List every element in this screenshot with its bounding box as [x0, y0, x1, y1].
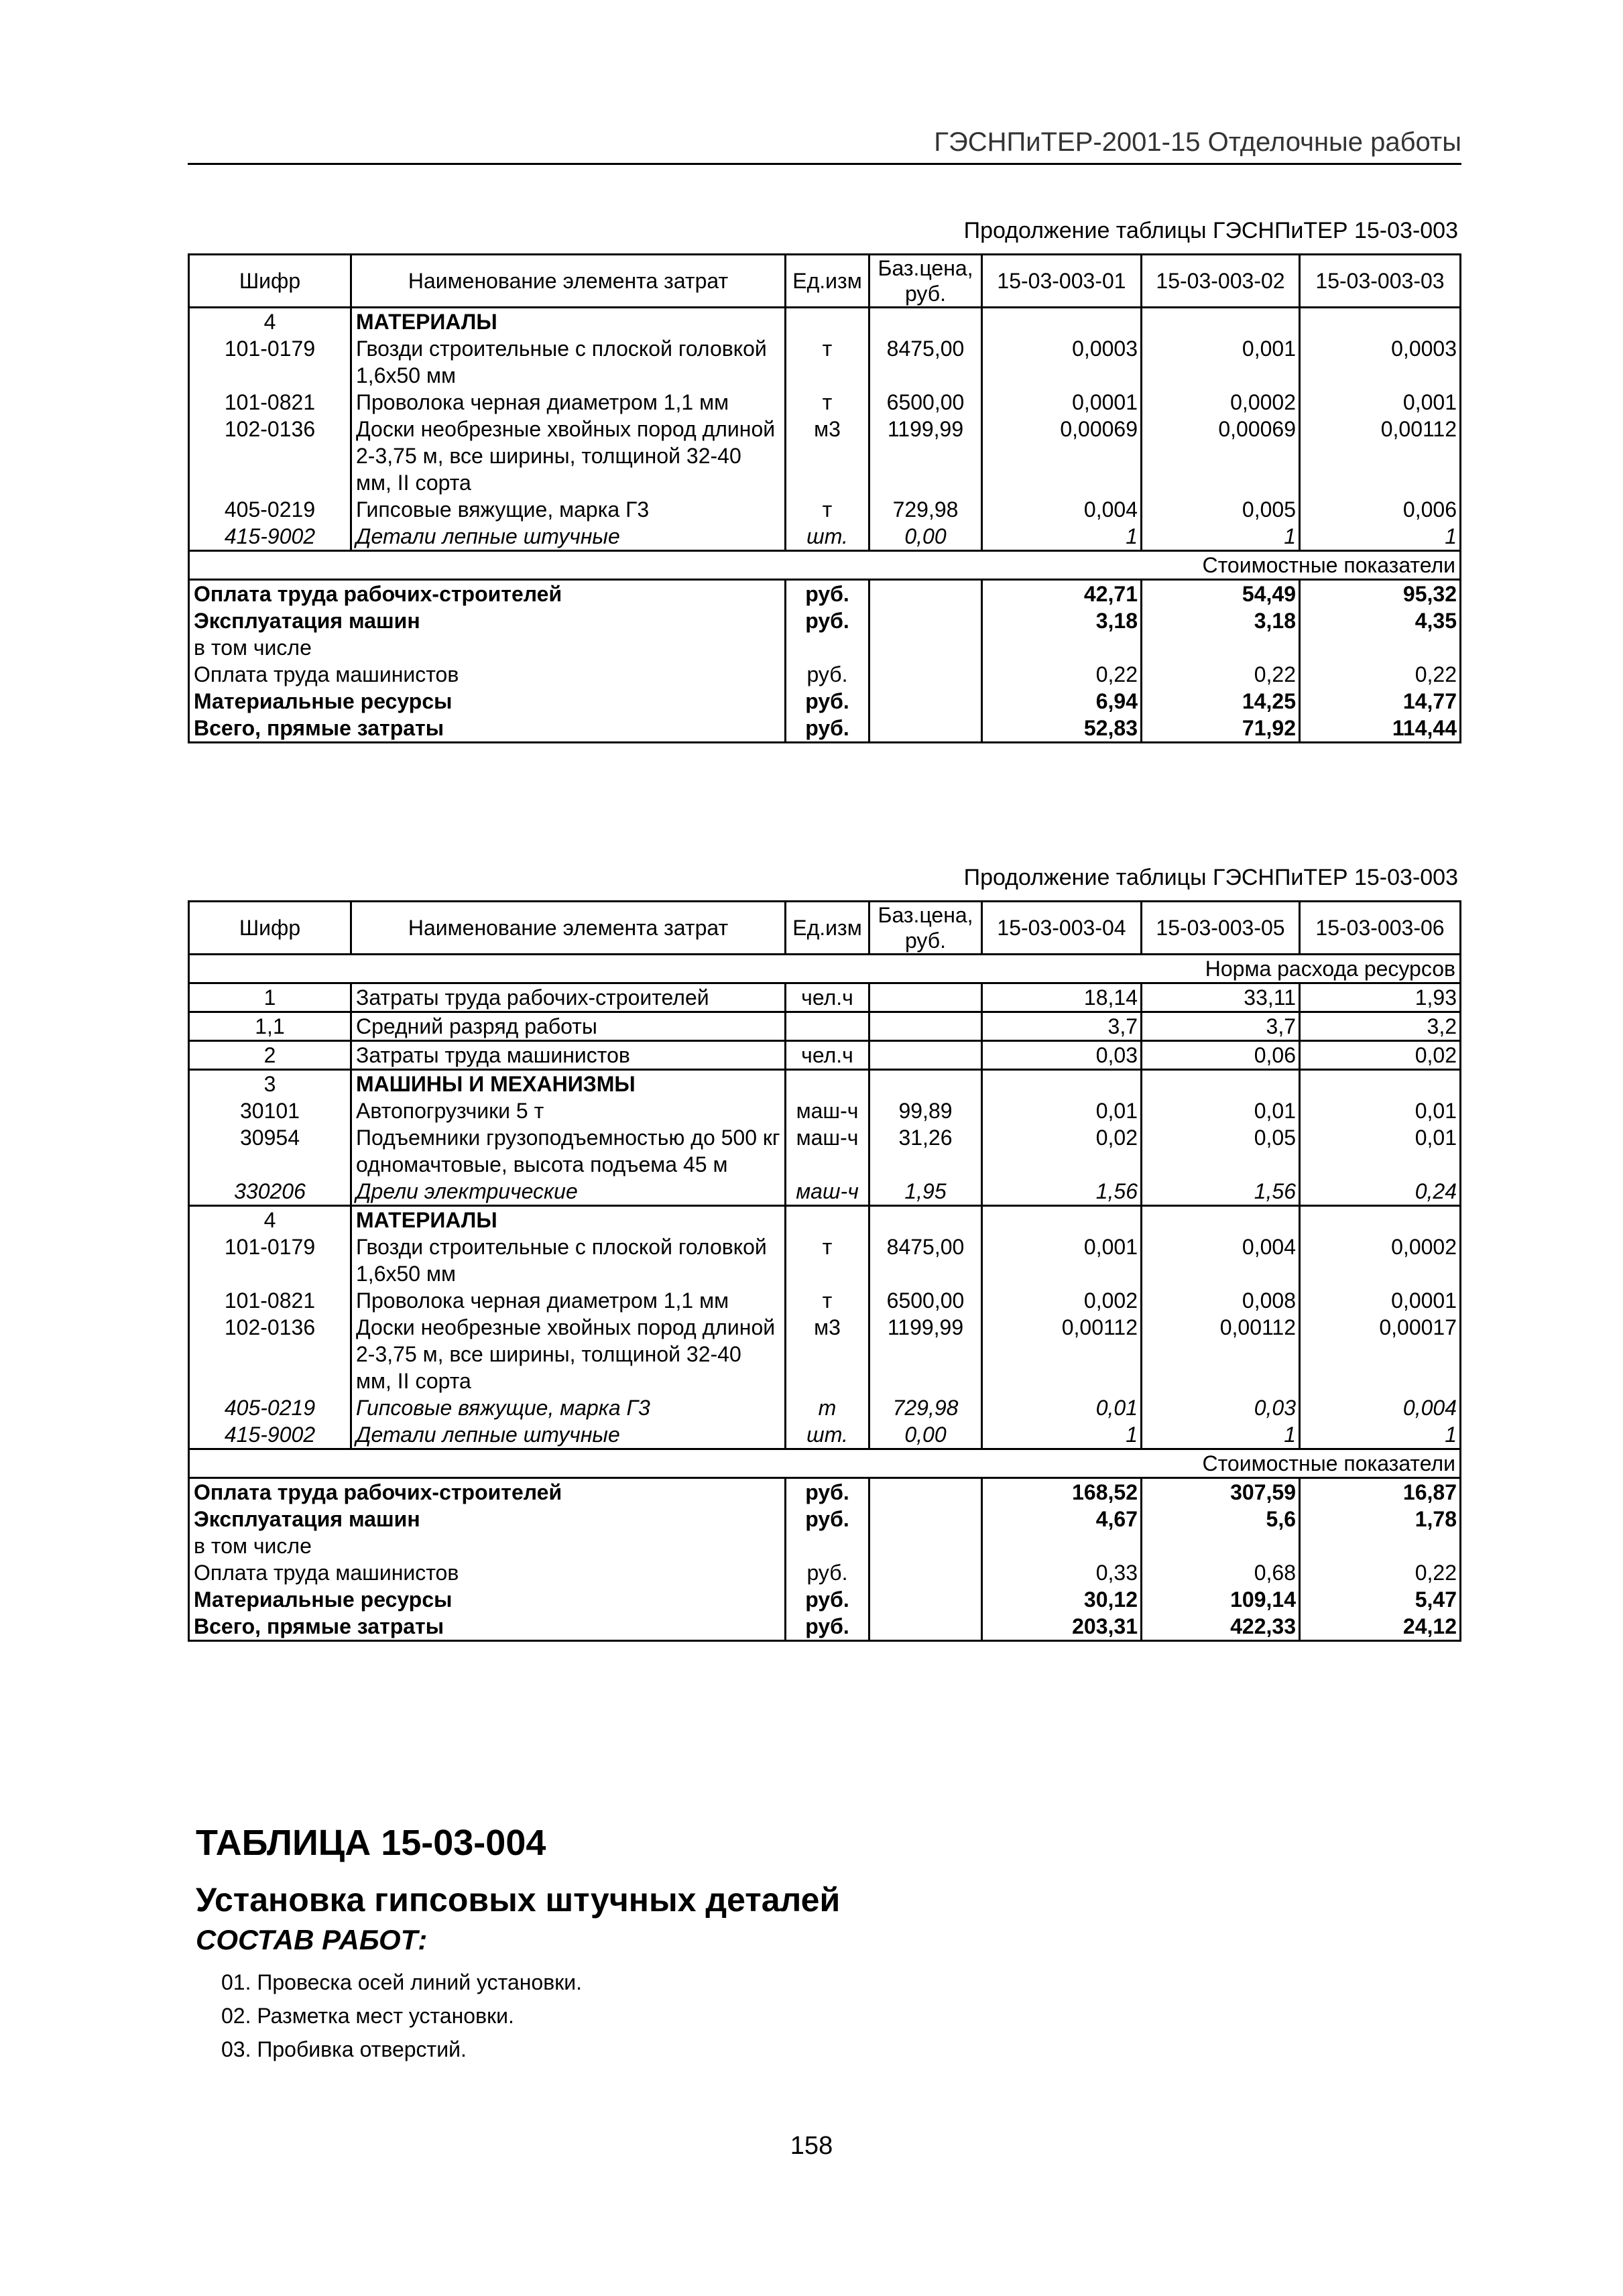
name-cell: Дрели электрические — [351, 1178, 786, 1206]
code-cell: 405-0219 — [189, 1394, 351, 1421]
value-cell: 1,56 — [1142, 1178, 1300, 1206]
resource-table-1 — [188, 253, 1461, 743]
value-cell: 0,03 — [1142, 1394, 1300, 1421]
value-cell: 0,02 — [1300, 1041, 1461, 1070]
total-row — [189, 688, 1461, 715]
value-cell: 0,22 — [982, 661, 1142, 688]
header-price: Баз.цена, руб. — [869, 902, 982, 955]
price-cell: 729,98 — [869, 496, 982, 523]
price-cell: 8475,00 — [869, 1233, 982, 1287]
table-row — [189, 523, 1461, 551]
value-cell: 1,56 — [982, 1178, 1142, 1206]
unit-cell — [786, 1532, 869, 1559]
total-label: Материальные ресурсы — [189, 1586, 786, 1613]
value-cell: 1 — [1142, 523, 1300, 551]
value-cell: 307,59 — [1142, 1478, 1300, 1506]
value-cell: 0,001 — [1300, 389, 1461, 416]
code-cell: 330206 — [189, 1178, 351, 1206]
value-cell: 3,18 — [982, 607, 1142, 634]
price-cell: 6500,00 — [869, 1287, 982, 1314]
value-cell: 0,001 — [1142, 335, 1300, 389]
header-price: Баз.цена, руб. — [869, 255, 982, 308]
code-cell: 415-9002 — [189, 523, 351, 551]
name-cell: Доски необрезные хвойных пород длиной 2-3,75 м, все ширины, толщиной 32-40 мм, II сорта — [351, 1314, 786, 1394]
value-cell: 6,94 — [982, 688, 1142, 715]
name-cell: Доски необрезные хвойных пород длиной 2-3,75 м, все ширины, толщиной 32-40 мм, II сорта — [351, 416, 786, 496]
name-cell: Средний разряд работы — [351, 1012, 786, 1041]
value-cell: 0,0003 — [1300, 335, 1461, 389]
total-row — [189, 1478, 1461, 1506]
code-cell: 1,1 — [189, 1012, 351, 1041]
header-code: Шифр — [189, 255, 351, 308]
unit-cell: т — [786, 1233, 869, 1287]
unit-cell: маш-ч — [786, 1124, 869, 1178]
total-row — [189, 1506, 1461, 1532]
unit-cell: руб. — [786, 1506, 869, 1532]
value-cell: 14,77 — [1300, 688, 1461, 715]
value-cell: 95,32 — [1300, 580, 1461, 608]
code-cell: 102-0136 — [189, 1314, 351, 1394]
value-cell: 114,44 — [1300, 715, 1461, 743]
unit-cell: руб. — [786, 607, 869, 634]
unit-cell: руб. — [786, 715, 869, 743]
unit-cell — [786, 1012, 869, 1041]
value-cell — [982, 1206, 1142, 1234]
header-col-6: 15-03-003-06 — [1300, 902, 1461, 955]
total-row — [189, 661, 1461, 688]
name-cell: Проволока черная диаметром 1,1 мм — [351, 1287, 786, 1314]
value-cell: 0,01 — [982, 1097, 1142, 1124]
name-cell: Гвозди строительные с плоской головкой 1,6х50 мм — [351, 1233, 786, 1287]
total-row — [189, 1559, 1461, 1586]
table-row — [189, 496, 1461, 523]
unit-cell: т — [786, 496, 869, 523]
value-cell: 0,01 — [1142, 1097, 1300, 1124]
unit-cell: руб. — [786, 1478, 869, 1506]
value-cell: 1 — [1300, 1421, 1461, 1449]
value-cell: 0,05 — [1142, 1124, 1300, 1178]
unit-cell: чел.ч — [786, 1041, 869, 1070]
value-cell — [1142, 634, 1300, 661]
value-cell: 109,14 — [1142, 1586, 1300, 1613]
table-row — [189, 1124, 1461, 1178]
unit-cell: руб. — [786, 580, 869, 608]
value-cell: 1,78 — [1300, 1506, 1461, 1532]
header-col-3: 15-03-003-03 — [1300, 255, 1461, 308]
work-list — [221, 1966, 582, 2066]
name-cell: Гипсовые вяжущие, марка Г3 — [351, 1394, 786, 1421]
value-cell: 0,03 — [982, 1041, 1142, 1070]
value-cell: 0,004 — [982, 496, 1142, 523]
value-cell: 0,68 — [1142, 1559, 1300, 1586]
name-cell: Гипсовые вяжущие, марка Г3 — [351, 496, 786, 523]
price-cell — [869, 1012, 982, 1041]
price-cell — [869, 1070, 982, 1098]
value-cell: 1 — [1300, 523, 1461, 551]
value-cell: 24,12 — [1300, 1613, 1461, 1641]
name-cell: МАШИНЫ И МЕХАНИЗМЫ — [351, 1070, 786, 1098]
unit-cell: шт. — [786, 1421, 869, 1449]
table2-body — [189, 983, 1461, 1449]
total-label: Оплата труда машинистов — [189, 661, 786, 688]
price-cell — [869, 688, 982, 715]
code-cell: 405-0219 — [189, 496, 351, 523]
name-cell: Затраты труда рабочих-строителей — [351, 983, 786, 1012]
name-cell: Гвозди строительные с плоской головкой 1,6х50 мм — [351, 335, 786, 389]
total-row — [189, 607, 1461, 634]
value-cell: 0,0001 — [1300, 1287, 1461, 1314]
value-cell: 0,01 — [982, 1394, 1142, 1421]
table-row — [189, 1287, 1461, 1314]
table-row — [189, 983, 1461, 1012]
value-cell — [1142, 1070, 1300, 1098]
price-cell: 1199,99 — [869, 1314, 982, 1394]
value-cell: 3,18 — [1142, 607, 1300, 634]
total-label: Эксплуатация машин — [189, 607, 786, 634]
price-cell: 99,89 — [869, 1097, 982, 1124]
value-cell: 0,06 — [1142, 1041, 1300, 1070]
price-cell — [869, 308, 982, 336]
code-cell: 101-0821 — [189, 389, 351, 416]
value-cell: 203,31 — [982, 1613, 1142, 1641]
table-row — [189, 1070, 1461, 1098]
table-row — [189, 335, 1461, 389]
unit-cell: руб. — [786, 1586, 869, 1613]
unit-cell: т — [786, 1287, 869, 1314]
name-cell: Детали лепные штучные — [351, 1421, 786, 1449]
total-label: Эксплуатация машин — [189, 1506, 786, 1532]
running-header: ГЭСНПиТЕР-2001-15 Отделочные работы — [188, 127, 1461, 165]
price-cell: 6500,00 — [869, 389, 982, 416]
code-cell: 3 — [189, 1070, 351, 1098]
price-cell — [869, 607, 982, 634]
table-row — [189, 1233, 1461, 1287]
value-cell: 71,92 — [1142, 715, 1300, 743]
unit-cell: м3 — [786, 1314, 869, 1394]
price-cell — [869, 1041, 982, 1070]
total-label: Оплата труда рабочих-строителей — [189, 580, 786, 608]
value-cell: 422,33 — [1142, 1613, 1300, 1641]
value-cell — [1142, 1532, 1300, 1559]
value-cell: 1 — [982, 1421, 1142, 1449]
price-cell — [869, 1506, 982, 1532]
total-label: Оплата труда рабочих-строителей — [189, 1478, 786, 1506]
value-cell: 3,2 — [1300, 1012, 1461, 1041]
value-cell: 3,7 — [982, 1012, 1142, 1041]
price-cell — [869, 1586, 982, 1613]
total-row — [189, 1613, 1461, 1641]
header-col-1: 15-03-003-01 — [982, 255, 1142, 308]
value-cell: 0,001 — [982, 1233, 1142, 1287]
code-cell: 102-0136 — [189, 416, 351, 496]
name-cell: Подъемники грузоподъемностью до 500 кг одномачтовые, высота подъема 45 м — [351, 1124, 786, 1178]
value-cell: 0,00112 — [1142, 1314, 1300, 1394]
unit-cell: маш-ч — [786, 1097, 869, 1124]
work-heading: СОСТАВ РАБОТ: — [196, 1924, 428, 1955]
subheader-cost: Стоимостные показатели — [189, 1449, 1461, 1478]
header-col-4: 15-03-003-04 — [982, 902, 1142, 955]
unit-cell: т — [786, 389, 869, 416]
page-number: 158 — [790, 2132, 833, 2160]
subheader-row — [189, 1449, 1461, 1478]
price-cell: 729,98 — [869, 1394, 982, 1421]
name-cell: Детали лепные штучные — [351, 523, 786, 551]
value-cell — [1300, 634, 1461, 661]
value-cell: 18,14 — [982, 983, 1142, 1012]
value-cell: 0,005 — [1142, 496, 1300, 523]
subheader-row — [189, 955, 1461, 983]
subheader-row — [189, 551, 1461, 580]
unit-cell: т — [786, 1394, 869, 1421]
code-cell: 415-9002 — [189, 1421, 351, 1449]
unit-cell: шт. — [786, 523, 869, 551]
value-cell: 4,67 — [982, 1506, 1142, 1532]
header-name: Наименование элемента затрат — [351, 255, 786, 308]
value-cell — [982, 1532, 1142, 1559]
total-label: в том числе — [189, 634, 786, 661]
section-title: ТАБЛИЦА 15-03-004 — [196, 1823, 546, 1863]
table-row — [189, 389, 1461, 416]
code-cell: 101-0179 — [189, 1233, 351, 1287]
price-cell: 1199,99 — [869, 416, 982, 496]
table-row — [189, 1206, 1461, 1234]
name-cell: Затраты труда машинистов — [351, 1041, 786, 1070]
value-cell: 0,004 — [1142, 1233, 1300, 1287]
header-unit: Ед.изм — [786, 255, 869, 308]
work-item: 03. Пробивка отверстий. — [221, 2037, 467, 2061]
value-cell: 0,01 — [1300, 1124, 1461, 1178]
price-cell: 8475,00 — [869, 335, 982, 389]
table-row — [189, 1421, 1461, 1449]
total-label: Всего, прямые затраты — [189, 1613, 786, 1641]
value-cell: 0,004 — [1300, 1394, 1461, 1421]
table-row — [189, 1041, 1461, 1070]
total-label: Всего, прямые затраты — [189, 715, 786, 743]
value-cell: 16,87 — [1300, 1478, 1461, 1506]
value-cell — [1300, 1532, 1461, 1559]
value-cell: 0,00069 — [982, 416, 1142, 496]
value-cell: 0,0003 — [982, 335, 1142, 389]
code-cell: 2 — [189, 1041, 351, 1070]
value-cell — [1142, 308, 1300, 336]
table-row — [189, 308, 1461, 336]
code-cell: 101-0179 — [189, 335, 351, 389]
value-cell: 0,0001 — [982, 389, 1142, 416]
value-cell: 0,24 — [1300, 1178, 1461, 1206]
price-cell: 0,00 — [869, 1421, 982, 1449]
table-row — [189, 1394, 1461, 1421]
table-header-row — [189, 902, 1461, 955]
value-cell: 0,006 — [1300, 496, 1461, 523]
value-cell: 5,6 — [1142, 1506, 1300, 1532]
total-label: в том числе — [189, 1532, 786, 1559]
total-row — [189, 580, 1461, 608]
unit-cell: м3 — [786, 416, 869, 496]
table1-body — [189, 308, 1461, 551]
value-cell — [1142, 1206, 1300, 1234]
total-row — [189, 715, 1461, 743]
value-cell: 0,0002 — [1142, 389, 1300, 416]
table-row — [189, 1178, 1461, 1206]
price-cell — [869, 1478, 982, 1506]
value-cell: 0,002 — [982, 1287, 1142, 1314]
value-cell: 0,33 — [982, 1559, 1142, 1586]
value-cell — [1300, 1206, 1461, 1234]
total-label: Материальные ресурсы — [189, 688, 786, 715]
price-cell — [869, 1613, 982, 1641]
code-cell: 1 — [189, 983, 351, 1012]
price-cell — [869, 1559, 982, 1586]
table-row — [189, 1314, 1461, 1394]
name-cell: Автопогрузчики 5 т — [351, 1097, 786, 1124]
work-item: 01. Провеска осей линий установки. — [221, 1970, 582, 1994]
value-cell: 30,12 — [982, 1586, 1142, 1613]
value-cell — [982, 1070, 1142, 1098]
unit-cell — [786, 308, 869, 336]
price-cell: 31,26 — [869, 1124, 982, 1178]
name-cell: МАТЕРИАЛЫ — [351, 1206, 786, 1234]
price-cell — [869, 580, 982, 608]
price-cell: 1,95 — [869, 1178, 982, 1206]
price-cell — [869, 1206, 982, 1234]
code-cell: 101-0821 — [189, 1287, 351, 1314]
value-cell: 0,22 — [1300, 661, 1461, 688]
value-cell: 52,83 — [982, 715, 1142, 743]
unit-cell: руб. — [786, 661, 869, 688]
total-row — [189, 634, 1461, 661]
value-cell: 0,00017 — [1300, 1314, 1461, 1394]
header-unit: Ед.изм — [786, 902, 869, 955]
value-cell: 0,00112 — [982, 1314, 1142, 1394]
price-cell — [869, 1532, 982, 1559]
code-cell: 30954 — [189, 1124, 351, 1178]
work-item: 02. Разметка мест установки. — [221, 2004, 514, 2028]
value-cell: 0,02 — [982, 1124, 1142, 1178]
value-cell: 168,52 — [982, 1478, 1142, 1506]
value-cell: 54,49 — [1142, 580, 1300, 608]
price-cell — [869, 983, 982, 1012]
header-code: Шифр — [189, 902, 351, 955]
unit-cell: руб. — [786, 1559, 869, 1586]
value-cell: 1,93 — [1300, 983, 1461, 1012]
resource-table-2 — [188, 900, 1461, 1642]
unit-cell — [786, 1070, 869, 1098]
header-name: Наименование элемента затрат — [351, 902, 786, 955]
subheader-cost: Стоимостные показатели — [189, 551, 1461, 580]
value-cell: 0,00112 — [1300, 416, 1461, 496]
value-cell — [982, 634, 1142, 661]
unit-cell: чел.ч — [786, 983, 869, 1012]
value-cell — [982, 308, 1142, 336]
table1-totals — [189, 580, 1461, 743]
price-cell — [869, 715, 982, 743]
value-cell: 1 — [1142, 1421, 1300, 1449]
value-cell: 42,71 — [982, 580, 1142, 608]
header-col-5: 15-03-003-05 — [1142, 902, 1300, 955]
table1-caption: Продолжение таблицы ГЭСНПиТЕР 15-03-003 — [963, 218, 1458, 243]
value-cell: 0,22 — [1300, 1559, 1461, 1586]
unit-cell: т — [786, 335, 869, 389]
value-cell: 0,01 — [1300, 1097, 1461, 1124]
table-row — [189, 416, 1461, 496]
header-col-2: 15-03-003-02 — [1142, 255, 1300, 308]
price-cell — [869, 661, 982, 688]
total-label: Оплата труда машинистов — [189, 1559, 786, 1586]
code-cell: 4 — [189, 1206, 351, 1234]
unit-cell — [786, 1206, 869, 1234]
total-row — [189, 1586, 1461, 1613]
value-cell: 0,22 — [1142, 661, 1300, 688]
code-cell: 30101 — [189, 1097, 351, 1124]
table2-totals — [189, 1478, 1461, 1641]
name-cell: МАТЕРИАЛЫ — [351, 308, 786, 336]
value-cell: 33,11 — [1142, 983, 1300, 1012]
section-subtitle: Установка гипсовых штучных деталей — [196, 1881, 841, 1919]
price-cell: 0,00 — [869, 523, 982, 551]
table2-caption: Продолжение таблицы ГЭСНПиТЕР 15-03-003 — [963, 865, 1458, 890]
value-cell: 14,25 — [1142, 688, 1300, 715]
table-row — [189, 1012, 1461, 1041]
code-cell: 4 — [189, 308, 351, 336]
price-cell — [869, 634, 982, 661]
unit-cell — [786, 634, 869, 661]
table-header-row — [189, 255, 1461, 308]
subheader-norm: Норма расхода ресурсов — [189, 955, 1461, 983]
unit-cell: руб. — [786, 1613, 869, 1641]
value-cell: 0,0002 — [1300, 1233, 1461, 1287]
value-cell: 5,47 — [1300, 1586, 1461, 1613]
value-cell: 3,7 — [1142, 1012, 1300, 1041]
value-cell — [1300, 1070, 1461, 1098]
total-row — [189, 1532, 1461, 1559]
name-cell: Проволока черная диаметром 1,1 мм — [351, 389, 786, 416]
value-cell: 4,35 — [1300, 607, 1461, 634]
value-cell: 0,00069 — [1142, 416, 1300, 496]
table-row — [189, 1097, 1461, 1124]
value-cell — [1300, 308, 1461, 336]
value-cell: 1 — [982, 523, 1142, 551]
unit-cell: руб. — [786, 688, 869, 715]
value-cell: 0,008 — [1142, 1287, 1300, 1314]
unit-cell: маш-ч — [786, 1178, 869, 1206]
